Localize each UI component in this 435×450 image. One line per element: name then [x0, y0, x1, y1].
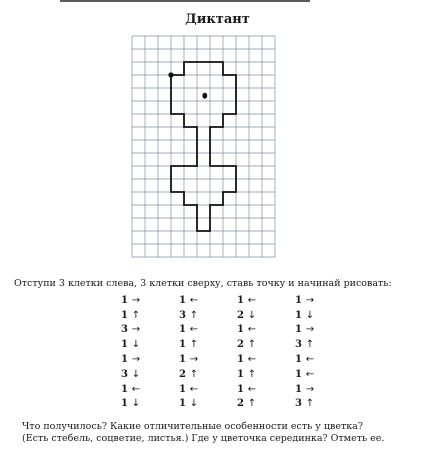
step-count: 2: [237, 339, 244, 351]
step-count: 1: [179, 383, 186, 395]
arrow-down-icon: ↓: [131, 339, 141, 351]
step-count: 1: [237, 368, 244, 380]
step-count: 1: [179, 324, 186, 336]
arrow-left-icon: ←: [189, 324, 199, 336]
arrow-right-icon: →: [305, 324, 315, 336]
step-count: 1: [295, 383, 302, 395]
arrow-right-icon: →: [131, 354, 141, 366]
step-count: 1: [237, 324, 244, 336]
dictation-step: [234, 308, 292, 323]
arrow-up-icon: ↑: [247, 368, 257, 380]
dictation-step: [292, 397, 350, 412]
step-count: 3: [295, 398, 302, 410]
arrow-right-icon: →: [189, 354, 199, 366]
step-count: 2: [237, 309, 244, 321]
arrow-up-icon: ↑: [189, 339, 199, 351]
dictation-step: [176, 308, 234, 323]
step-count: 1: [179, 398, 186, 410]
arrow-left-icon: ←: [247, 294, 257, 306]
step-count: 1: [295, 309, 302, 321]
dictation-row: [118, 308, 350, 323]
step-count: 3: [121, 368, 128, 380]
step-count: 1: [121, 309, 128, 321]
dictation-step: [234, 382, 292, 397]
dictation-row: [118, 352, 350, 367]
dictation-row: [118, 293, 350, 308]
flower-outline: [171, 62, 236, 231]
dictation-step: [118, 382, 176, 397]
dictation-step: [118, 367, 176, 382]
arrow-right-icon: →: [131, 324, 141, 336]
dictation-step: [234, 293, 292, 308]
dictation-step: [234, 352, 292, 367]
step-count: 1: [121, 354, 128, 366]
dictation-step: [118, 323, 176, 338]
arrow-right-icon: →: [305, 383, 315, 395]
dictation-step: [176, 367, 234, 382]
step-count: 1: [121, 383, 128, 395]
step-count: 1: [121, 339, 128, 351]
dictation-step: [234, 367, 292, 382]
arrow-left-icon: ←: [189, 294, 199, 306]
dictation-row: [118, 367, 350, 382]
arrow-down-icon: ↓: [131, 398, 141, 410]
dictation-step: [292, 293, 350, 308]
arrow-down-icon: ↓: [189, 398, 199, 410]
arrow-up-icon: ↑: [305, 339, 315, 351]
arrow-left-icon: ←: [305, 368, 315, 380]
arrow-down-icon: ↓: [247, 309, 257, 321]
arrow-up-icon: ↑: [305, 398, 315, 410]
question-line-1: Что получилось? Какие отличительные особенности есть у цветка?: [22, 421, 363, 432]
arrow-down-icon: ↓: [131, 368, 141, 380]
step-count: 1: [237, 383, 244, 395]
dictation-step: [176, 382, 234, 397]
arrow-up-icon: ↑: [189, 368, 199, 380]
arrow-up-icon: ↑: [131, 309, 141, 321]
step-count: 1: [179, 294, 186, 306]
dictation-step: [234, 323, 292, 338]
arrow-up-icon: ↑: [247, 339, 257, 351]
dictation-step: [292, 352, 350, 367]
dictation-row: [118, 382, 350, 397]
step-count: 2: [179, 368, 186, 380]
dictation-step: [292, 367, 350, 382]
arrow-up-icon: ↑: [189, 309, 199, 321]
question-line-2: (Есть стебель, соцветие, листья.) Где у цветочка серединка? Отметь ее.: [22, 432, 385, 444]
dictation-step: [176, 337, 234, 352]
arrow-up-icon: ↑: [247, 398, 257, 410]
question-block: [22, 421, 432, 444]
arrow-down-icon: ↓: [305, 309, 315, 321]
step-count: 1: [179, 354, 186, 366]
arrow-left-icon: ←: [131, 383, 141, 395]
dictation-step: [176, 397, 234, 412]
dictation-step: [292, 337, 350, 352]
dictation-table: [118, 293, 350, 411]
arrow-left-icon: ←: [247, 354, 257, 366]
flower-center-dot: [202, 93, 207, 99]
dictation-step: [118, 337, 176, 352]
arrow-left-icon: ←: [247, 324, 257, 336]
dictation-step: [118, 397, 176, 412]
step-count: 2: [237, 398, 244, 410]
step-count: 1: [295, 354, 302, 366]
step-count: 1: [121, 294, 128, 306]
step-count: 3: [295, 339, 302, 351]
step-count: 1: [237, 294, 244, 306]
dictation-step: [234, 337, 292, 352]
dictation-row: [118, 397, 350, 412]
step-count: 1: [237, 354, 244, 366]
dictation-step: [176, 352, 234, 367]
arrow-right-icon: →: [305, 294, 315, 306]
dictation-step: [176, 293, 234, 308]
step-count: 1: [295, 368, 302, 380]
dictation-step: [292, 323, 350, 338]
dictation-step: [176, 323, 234, 338]
page-title: Диктант: [185, 12, 250, 27]
step-count: 3: [121, 324, 128, 336]
step-count: 1: [295, 294, 302, 306]
step-count: 3: [179, 309, 186, 321]
arrow-right-icon: →: [131, 294, 141, 306]
step-count: 1: [179, 339, 186, 351]
instruction-text: Отступи 3 клетки слева, 3 клетки сверху, ставь точку и начинай рисовать:: [14, 278, 392, 289]
start-dot: [168, 72, 173, 77]
dictation-step: [118, 352, 176, 367]
arrow-left-icon: ←: [189, 383, 199, 395]
step-count: 1: [121, 398, 128, 410]
arrow-left-icon: ←: [305, 354, 315, 366]
dictation-step: [118, 293, 176, 308]
dictation-step: [292, 308, 350, 323]
dictation-step: [292, 382, 350, 397]
step-count: 1: [295, 324, 302, 336]
arrow-left-icon: ←: [247, 383, 257, 395]
dictation-step: [234, 397, 292, 412]
dictation-row: [118, 323, 350, 338]
dictation-row: [118, 337, 350, 352]
dictation-step: [118, 308, 176, 323]
